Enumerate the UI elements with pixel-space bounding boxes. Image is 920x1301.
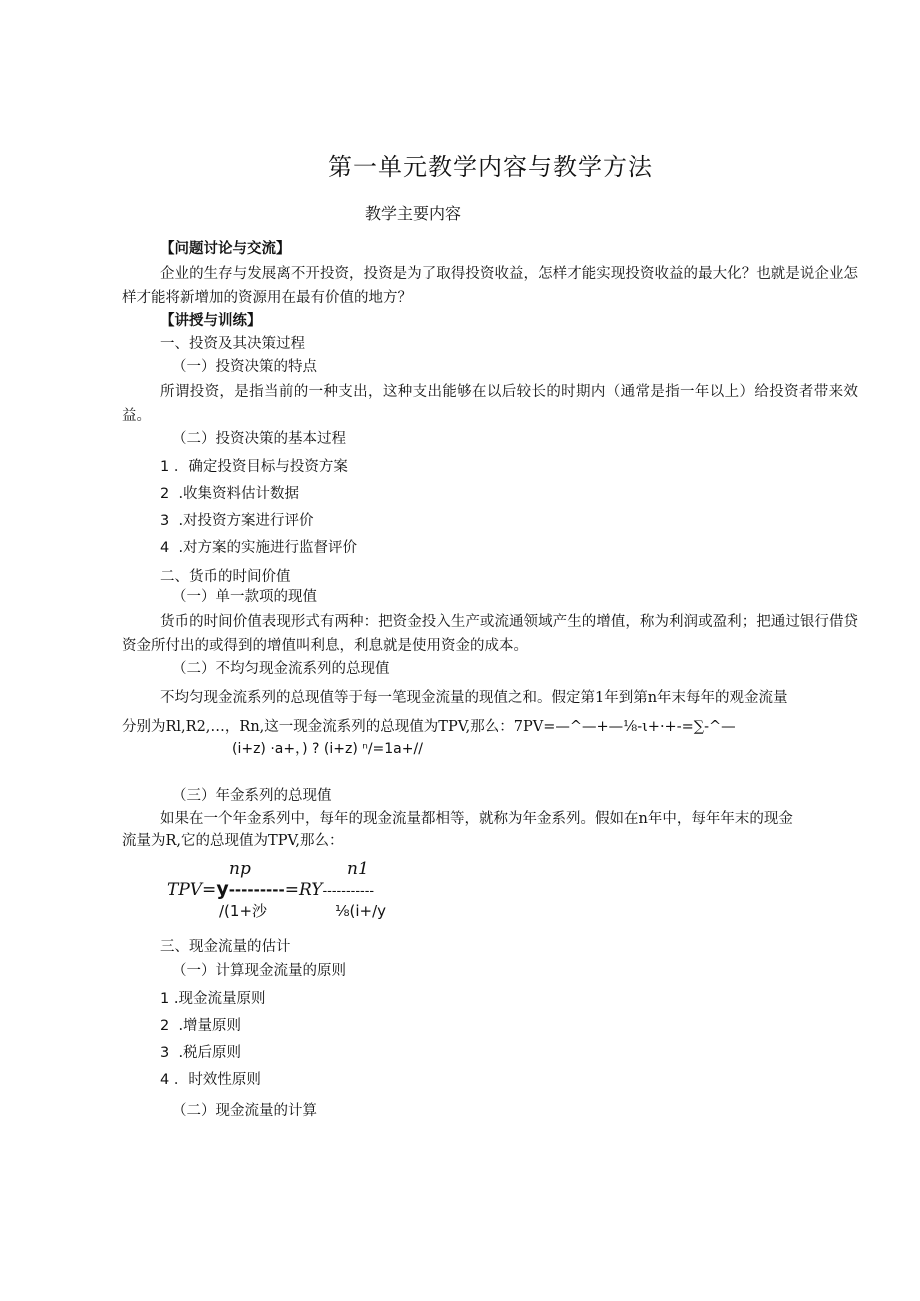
list-item — [160, 1016, 241, 1036]
section-2-sub-3-line-1: 如果在一个年金系列中，每年的现金流量都相等，就称为年金系列。假如在n年中，每年年末的现金 — [160, 811, 793, 827]
discussion-heading: 【问题讨论与交流】 — [160, 240, 291, 257]
list-item — [160, 484, 299, 504]
list-item-text: .收集资料估计数据 — [178, 486, 300, 502]
list-item — [160, 1043, 241, 1063]
list-item-number: 3 — [160, 1045, 170, 1061]
list-item — [160, 511, 314, 531]
document-subtitle: 教学主要内容 — [365, 204, 462, 223]
list-item-text: .对投资方案进行评价 — [178, 513, 314, 529]
list-item — [160, 457, 348, 477]
list-item-number: 2 — [160, 486, 170, 502]
section-1-sub-2: （二）投资决策的基本过程 — [172, 431, 346, 447]
discussion-paragraph: 企业的生存与发展离不开投资，投资是为了取得投资收益，怎样才能实现投资收益的最大化？也就是说企业怎样才能将新增加的资源用在最有价值的地方？ — [122, 266, 858, 306]
formula-dashes-1: --------- — [228, 881, 285, 899]
document-title: 第一单元教学内容与教学方法 — [328, 153, 653, 181]
list-item-text: ．确定投资目标与投资方案 — [173, 459, 348, 475]
list-item-number: 2 — [160, 1018, 170, 1034]
section-3-sub-1: （一）计算现金流量的原则 — [172, 963, 346, 979]
list-item-text: .现金流量原则 — [173, 991, 266, 1007]
section-3-title: 三、现金流量的估计 — [160, 939, 291, 955]
section-2-sub-2-line-2: 分别为Rl,R2,…，Rn,这一现金流系列的总现值为TPV,那么：7PV=—^—+—⅛-ι+·+-=∑-^— — [122, 719, 736, 735]
formula-top-right: n1 — [347, 859, 369, 879]
formula-eq-ry: =RY — [284, 880, 323, 900]
formula-lhs: TPV= — [167, 880, 217, 900]
section-1-sub-1-paragraph: 所谓投资，是指当前的一种支出，这种支出能够在以后较长的时期内（通常是指一年以上）给投资者带来效益。 — [122, 384, 858, 424]
section-1-title: 一、投资及其决策过程 — [160, 336, 305, 352]
list-item-text: .对方案的实施进行监督评价 — [178, 540, 358, 556]
section-2-sub-3: （三）年金系列的总现值 — [172, 788, 332, 804]
section-3-sub-2: （二）现金流量的计算 — [172, 1103, 317, 1119]
section-2-sub-2: （二）不均匀现金流系列的总现值 — [172, 661, 390, 677]
section-2-title: 二、货币的时间价值 — [160, 569, 291, 585]
list-item — [160, 538, 357, 558]
list-item-text: ．时效性原则 — [173, 1072, 261, 1088]
list-item-number: 1 — [160, 991, 170, 1007]
formula-bottom-left: /(1+沙 — [219, 902, 268, 920]
section-2-sub-1: （一）单一款项的现值 — [172, 589, 317, 605]
formula-dashes-2: ----------- — [322, 884, 375, 899]
section-1-sub-1: （一）投资决策的特点 — [172, 359, 317, 375]
list-item — [160, 1070, 261, 1090]
section-2-sub-1-paragraph: 货币的时间价值表现形式有两种：把资金投入生产或流通领域产生的增值，称为利润或盈利；把通过银行借贷资金所付出的或得到的增值叫利息，利息就是使用资金的成本。 — [122, 614, 858, 654]
formula-sigma: y — [216, 878, 229, 900]
lecture-heading: 【讲授与训练】 — [160, 312, 262, 329]
formula-bottom-right: ⅛(i+/y — [335, 902, 387, 920]
list-item-number: 1 — [160, 459, 170, 475]
list-item-text: .增量原则 — [178, 1018, 242, 1034]
list-item-number: 4 — [160, 540, 170, 556]
section-2-sub-2-line-1: 不均匀现金流系列的总现值等于每一笔现金流量的现值之和。假定第1年到第n年末每年的观金流量 — [160, 690, 788, 706]
list-item-number: 3 — [160, 513, 170, 529]
formula-top-left: np — [229, 859, 251, 879]
uneven-cashflow-formula: (i+z) ·a+，) ? (i+z) ⁿ/=1a+// — [232, 741, 423, 757]
list-item — [160, 989, 265, 1009]
list-item-text: .税后原则 — [178, 1045, 242, 1061]
section-2-sub-3-line-2: 流量为R,它的总现值为TPV,那么： — [122, 833, 344, 849]
list-item-number: 4 — [160, 1072, 170, 1088]
